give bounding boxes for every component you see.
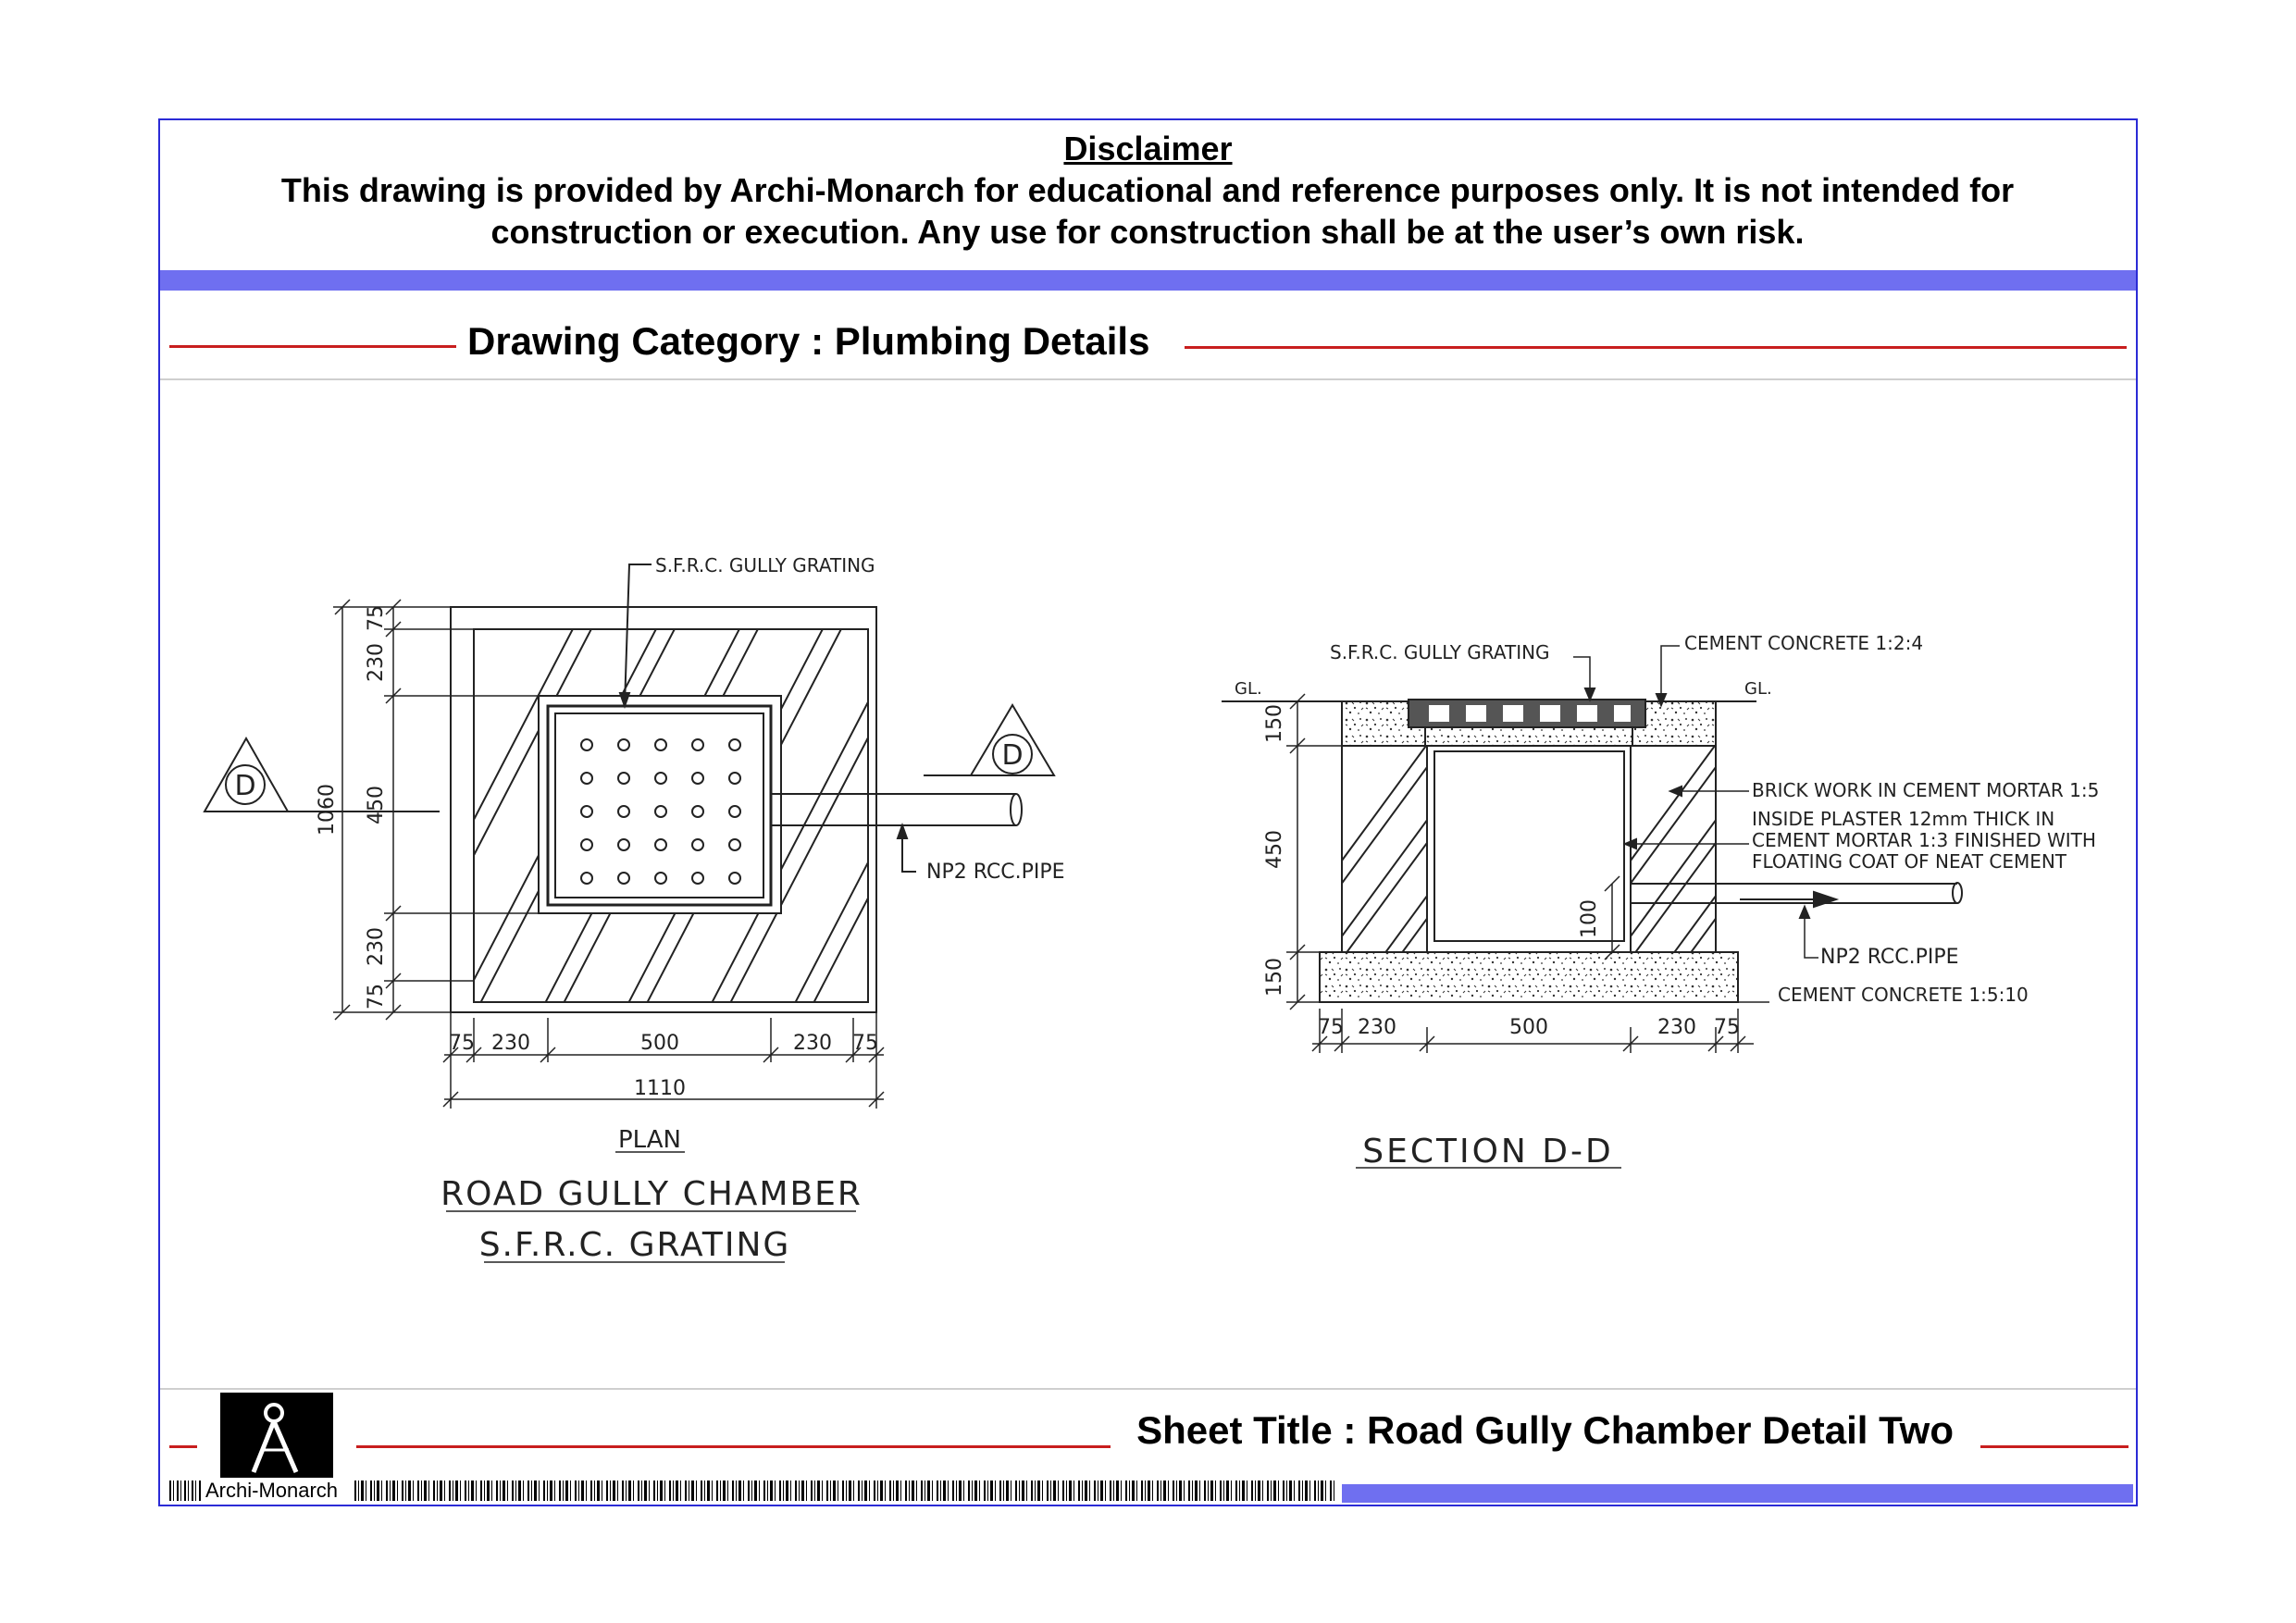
section-marker-right-letter: D <box>1001 739 1024 772</box>
section-grating-label: S.F.R.C. GULLY GRATING <box>1330 641 1550 663</box>
section-marker-right <box>924 705 1054 775</box>
section-dim-h-5: 75 <box>1714 1016 1740 1039</box>
section-grating-arrow <box>1585 688 1595 700</box>
plaster-label-1: INSIDE PLASTER 12mm THICK IN <box>1752 808 2055 830</box>
section-caption: SECTION D-D <box>1362 1133 1614 1171</box>
section-dim-v-2: 450 <box>1263 830 1286 869</box>
section-dim-h-2: 230 <box>1358 1016 1396 1039</box>
section-dim-h-1: 75 <box>1318 1016 1344 1039</box>
section-pipe-label: NP2 RCC.PIPE <box>1820 946 1959 969</box>
plan-caption: PLAN <box>618 1126 681 1154</box>
plan-grating-arrow <box>620 693 629 706</box>
plaster-arrow <box>1625 839 1636 849</box>
plaster-label-2: CEMENT MORTAR 1:3 FINISHED WITH <box>1752 829 2096 851</box>
plan-view <box>205 564 1054 1262</box>
plan-dim-v-5: 75 <box>365 984 388 1010</box>
disclaimer-title: Disclaimer <box>1063 130 1233 167</box>
section-dim-h-4: 230 <box>1657 1016 1696 1039</box>
gl-label-left: GL. <box>1235 679 1262 699</box>
plan-title-1: ROAD GULLY CHAMBER <box>441 1175 863 1213</box>
cc-base-label: CEMENT CONCRETE 1:5:10 <box>1778 984 2029 1006</box>
grating-holes <box>581 739 740 884</box>
plan-dim-h-4: 230 <box>793 1032 832 1055</box>
logo-text: Archi-Monarch <box>205 1479 339 1502</box>
plan-dim-v-2: 230 <box>365 643 388 682</box>
section-grating-leader <box>1573 657 1590 689</box>
plaster-label-3: FLOATING COAT OF NEAT CEMENT <box>1752 850 2067 873</box>
plan-title-2: S.F.R.C. GRATING <box>478 1226 791 1264</box>
plan-dim-h-1: 75 <box>449 1032 475 1055</box>
disclaimer-line-1: This drawing is provided by Archi-Monarch for educational and reference purposes only. It is not intended for <box>280 171 2015 209</box>
plan-grating-label: S.F.R.C. GULLY GRATING <box>655 554 875 576</box>
plan-dim-total-vertical: 1060 <box>316 784 339 836</box>
section-marker-left-letter: D <box>234 770 256 802</box>
sheet-title: Sheet Title : Road Gully Chamber Detail Two <box>1136 1408 1954 1452</box>
section-dim-v-1: 150 <box>1263 704 1286 743</box>
plan-dim-v-3: 450 <box>365 786 388 824</box>
section-dim-h-3: 500 <box>1509 1016 1548 1039</box>
plan-chamber-opening <box>539 696 781 913</box>
plan-pipe-arrow <box>898 825 907 838</box>
plan-pipe <box>771 794 1022 825</box>
base-concrete <box>1320 952 1738 1002</box>
plan-dim-h-5: 75 <box>852 1032 878 1055</box>
right-brick-wall <box>1631 746 1716 952</box>
section-pipe-arrow <box>1800 907 1809 918</box>
brick-arrow <box>1670 787 1682 796</box>
plan-dim-total-horizontal: 1110 <box>634 1077 686 1100</box>
plan-pipe-label: NP2 RCC.PIPE <box>926 861 1065 884</box>
plan-dim-v-4: 230 <box>365 927 388 966</box>
brick-label: BRICK WORK IN CEMENT MORTAR 1:5 <box>1752 779 2100 801</box>
plan-grating-leader <box>625 564 652 706</box>
cc-top-label: CEMENT CONCRETE 1:2:4 <box>1684 632 1924 654</box>
cc-top-leader <box>1661 646 1680 700</box>
plan-dim-h-2: 230 <box>491 1032 530 1055</box>
gl-label-right: GL. <box>1744 679 1772 699</box>
section-dim-pipe: 100 <box>1578 899 1601 938</box>
section-pipe <box>1631 883 1962 907</box>
disclaimer-line-2: construction or execution. Any use for construction shall be at the user’s own risk. <box>490 213 1805 251</box>
plan-dim-v-1: 75 <box>365 605 388 631</box>
category-title: Drawing Category : Plumbing Details <box>467 319 1150 363</box>
plan-text <box>234 554 1064 1264</box>
section-dim-v-3: 150 <box>1263 958 1286 997</box>
plan-dim-h-3: 500 <box>640 1032 679 1055</box>
left-brick-wall <box>1342 746 1427 952</box>
